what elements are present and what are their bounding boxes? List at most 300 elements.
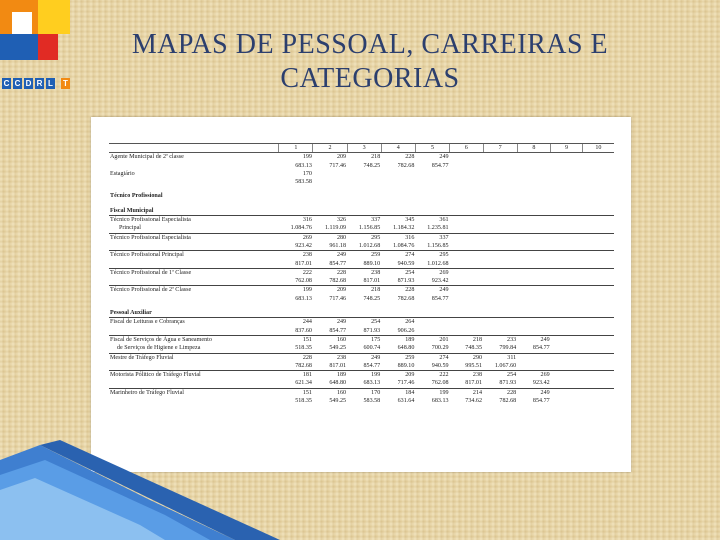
value-cell <box>582 371 614 380</box>
slide-title-line1: MAPAS DE PESSOAL, CARREIRAS E <box>131 29 609 60</box>
value-cell: 1.156.85 <box>358 225 381 232</box>
category-label <box>109 178 279 186</box>
value-cell: 889.10 <box>363 260 381 267</box>
value-cell: 238 <box>313 353 347 362</box>
value-cell: 254 <box>483 371 517 380</box>
value-cell <box>381 207 415 216</box>
value-cell <box>450 162 483 170</box>
value-cell: 311 <box>483 353 517 362</box>
category-label: Principal <box>119 225 142 232</box>
value-cell: 782.68 <box>397 162 415 169</box>
table-row <box>109 362 614 371</box>
value-cell: 295 <box>415 251 449 260</box>
value-cell: 854.77 <box>532 345 550 352</box>
slide-title <box>80 28 660 96</box>
value-cell: 218 <box>347 286 381 295</box>
value-cell: 228 <box>313 268 347 277</box>
value-cell: 280 <box>313 233 347 242</box>
section-row <box>109 192 614 200</box>
logo-letter: C <box>3 79 10 88</box>
value-cell: 549.25 <box>329 398 347 405</box>
value-cell <box>483 224 517 233</box>
category-label: Técnico Profissional de 2ª Classe <box>109 286 279 295</box>
value-cell <box>551 309 583 318</box>
value-cell: 631.64 <box>397 398 415 405</box>
category-label: Mestre de Tráfego Fluvial <box>109 353 279 362</box>
table-row <box>109 268 614 277</box>
logo-block-white <box>12 12 32 34</box>
column-header: 1 <box>279 144 313 153</box>
value-cell: 1.012.68 <box>358 242 381 249</box>
value-cell: 1.084.76 <box>290 225 312 232</box>
value-cell: 233 <box>483 335 517 344</box>
value-cell <box>483 153 517 162</box>
value-cell <box>517 178 550 186</box>
value-cell: 683.13 <box>363 380 381 387</box>
column-header: 5 <box>415 144 449 153</box>
value-cell <box>381 192 415 200</box>
value-cell: 184 <box>381 388 415 397</box>
value-cell: 199 <box>302 154 312 161</box>
value-cell: 151 <box>279 388 313 397</box>
value-cell <box>551 335 583 344</box>
value-cell: 361 <box>415 216 449 225</box>
category-label <box>109 260 279 269</box>
value-cell: 648.80 <box>329 380 347 387</box>
value-cell: 683.13 <box>295 162 312 169</box>
value-cell <box>450 170 483 178</box>
value-cell: 160 <box>313 388 347 397</box>
category-label <box>109 379 279 388</box>
value-cell <box>551 371 583 380</box>
value-cell: 648.80 <box>397 345 415 352</box>
table-row <box>109 216 614 225</box>
column-header: 4 <box>381 144 415 153</box>
value-cell <box>483 309 517 318</box>
value-cell <box>582 318 614 327</box>
value-cell <box>551 286 583 295</box>
value-cell <box>483 233 517 242</box>
value-cell <box>347 309 381 318</box>
header-label-cell <box>109 144 279 153</box>
value-cell: 817.01 <box>363 278 381 285</box>
table-row <box>109 242 614 251</box>
value-cell: 249 <box>347 353 381 362</box>
category-label: Técnico Profissional Principal <box>109 251 279 260</box>
value-cell: 748.25 <box>363 162 381 169</box>
value-cell <box>483 277 517 286</box>
value-cell <box>313 170 347 178</box>
value-cell <box>450 251 483 260</box>
value-cell <box>483 162 517 170</box>
value-cell <box>517 233 550 242</box>
value-cell <box>517 362 550 371</box>
category-label: Motorista Pólitico de Tráfego Fluvial <box>109 371 279 380</box>
table-row <box>109 170 614 178</box>
value-cell <box>551 397 583 405</box>
value-cell <box>582 295 614 303</box>
value-cell <box>582 242 614 251</box>
value-cell <box>450 260 483 269</box>
category-label: Técnico Profissional Especialista <box>109 233 279 242</box>
value-cell <box>483 286 517 295</box>
value-cell: 940.59 <box>431 362 449 369</box>
value-cell <box>450 242 483 251</box>
table-row <box>109 371 614 380</box>
value-cell: 1.235.81 <box>427 225 449 232</box>
column-header: 10 <box>582 144 614 153</box>
value-cell <box>313 192 347 200</box>
value-cell <box>517 224 550 233</box>
value-cell: 854.77 <box>532 398 550 405</box>
value-cell <box>347 178 381 186</box>
value-cell <box>551 379 583 388</box>
value-cell <box>582 178 614 186</box>
value-cell: 199 <box>347 371 381 380</box>
category-label: Estagiário <box>110 170 135 177</box>
value-cell <box>582 309 614 318</box>
category-label: Agente Municipal de 2ª classe <box>110 154 184 161</box>
value-cell <box>313 309 347 318</box>
value-cell: 295 <box>347 233 381 242</box>
table-row <box>109 153 614 162</box>
value-cell <box>483 242 517 251</box>
value-cell <box>450 295 483 303</box>
value-cell <box>582 353 614 362</box>
value-cell: 762.08 <box>295 278 312 285</box>
value-cell <box>450 318 483 327</box>
value-cell <box>415 192 449 200</box>
logo-letter: T <box>61 78 70 89</box>
value-cell <box>450 268 483 277</box>
value-cell: 854.77 <box>431 162 449 169</box>
value-cell <box>450 327 483 336</box>
column-header: 9 <box>551 144 583 153</box>
value-cell <box>582 277 614 286</box>
value-cell: 274 <box>415 353 449 362</box>
value-cell <box>279 309 313 318</box>
value-cell <box>381 170 415 178</box>
value-cell <box>450 277 483 286</box>
value-cell <box>582 207 614 216</box>
table-row <box>109 327 614 336</box>
value-cell <box>517 353 550 362</box>
value-cell: 621.34 <box>295 380 312 387</box>
value-cell: 199 <box>279 286 313 295</box>
value-cell: 1.156.85 <box>427 242 449 249</box>
value-cell: 238 <box>279 251 313 260</box>
value-cell <box>347 192 381 200</box>
value-cell <box>450 153 483 162</box>
logo-letter: R <box>36 79 43 88</box>
value-cell <box>450 178 483 186</box>
value-cell <box>551 178 583 186</box>
table-row <box>109 277 614 286</box>
value-cell: 782.68 <box>295 362 312 369</box>
value-cell: 254 <box>347 318 381 327</box>
value-cell: 782.68 <box>329 278 347 285</box>
value-cell <box>483 178 517 186</box>
value-cell <box>517 216 550 225</box>
value-cell: 222 <box>415 371 449 380</box>
value-cell: 249 <box>313 251 347 260</box>
value-cell: 209 <box>313 286 347 295</box>
category-label <box>109 162 279 170</box>
value-cell: 170 <box>347 388 381 397</box>
value-cell <box>582 224 614 233</box>
value-cell <box>582 260 614 269</box>
table-row <box>109 397 614 405</box>
value-cell <box>582 286 614 295</box>
value-cell: 1.119.09 <box>324 225 347 232</box>
value-cell: 269 <box>279 233 313 242</box>
value-cell <box>551 170 583 178</box>
value-cell <box>483 192 517 200</box>
value-cell: 228 <box>381 286 415 295</box>
value-cell: 871.93 <box>499 380 517 387</box>
value-cell <box>551 295 583 303</box>
value-cell: 1.067.60 <box>494 362 517 369</box>
value-cell <box>450 309 483 318</box>
category-label: Técnico Profissional Especialista <box>109 216 279 225</box>
value-cell <box>517 327 550 336</box>
logo-block-red <box>38 34 58 60</box>
value-cell <box>582 327 614 336</box>
value-cell: 817.01 <box>465 380 483 387</box>
value-cell <box>517 286 550 295</box>
category-label: Técnico Profissional de 1ª Classe <box>109 268 279 277</box>
category-label <box>109 277 279 286</box>
category-label <box>109 327 279 336</box>
value-cell <box>582 192 614 200</box>
value-cell: 683.13 <box>295 295 312 302</box>
value-cell <box>582 335 614 344</box>
category-label <box>109 362 279 371</box>
value-cell <box>415 318 449 327</box>
value-cell: 700.29 <box>431 345 449 352</box>
value-cell: 961.18 <box>329 242 347 249</box>
table-row <box>109 233 614 242</box>
value-cell <box>582 362 614 371</box>
value-cell <box>450 207 483 216</box>
value-cell <box>483 260 517 269</box>
value-cell <box>582 388 614 397</box>
value-cell <box>551 233 583 242</box>
value-cell <box>582 397 614 405</box>
value-cell <box>517 277 550 286</box>
table-row <box>109 344 614 353</box>
value-cell <box>517 318 550 327</box>
category-label <box>109 397 279 405</box>
value-cell: 923.42 <box>532 380 550 387</box>
value-cell <box>551 362 583 371</box>
value-cell <box>415 170 449 178</box>
value-cell: 175 <box>347 335 381 344</box>
value-cell: 717.46 <box>397 380 415 387</box>
value-cell: 269 <box>517 371 550 380</box>
value-cell <box>551 207 583 216</box>
section-title: Fiscal Municipal <box>110 207 154 214</box>
table-row <box>109 353 614 362</box>
value-cell <box>483 318 517 327</box>
personnel-map-document <box>91 117 631 472</box>
value-cell <box>450 233 483 242</box>
value-cell: 923.42 <box>431 278 449 285</box>
value-cell <box>551 162 583 170</box>
value-cell: 748.35 <box>465 345 483 352</box>
value-cell: 326 <box>313 216 347 225</box>
value-cell: 906.26 <box>397 327 415 334</box>
value-cell <box>415 178 449 186</box>
value-cell: 209 <box>381 371 415 380</box>
value-cell: 854.77 <box>431 295 449 302</box>
value-cell: 1.084.76 <box>393 242 415 249</box>
value-cell: 151 <box>279 335 313 344</box>
logo-letters <box>2 78 70 89</box>
value-cell <box>582 153 614 162</box>
value-cell: 748.25 <box>363 295 381 302</box>
value-cell: 201 <box>415 335 449 344</box>
value-cell: 549.25 <box>329 345 347 352</box>
value-cell: 923.42 <box>295 242 312 249</box>
value-cell <box>347 170 381 178</box>
value-cell: 238 <box>347 268 381 277</box>
value-cell <box>517 268 550 277</box>
value-cell: 249 <box>313 318 347 327</box>
value-cell <box>517 309 550 318</box>
category-label <box>109 295 279 303</box>
value-cell: 264 <box>381 318 415 327</box>
value-cell <box>582 233 614 242</box>
value-cell <box>582 268 614 277</box>
value-cell <box>483 251 517 260</box>
value-cell: 583.58 <box>295 179 312 186</box>
value-cell: 269 <box>415 268 449 277</box>
value-cell: 222 <box>279 268 313 277</box>
value-cell: 995.51 <box>465 362 483 369</box>
category-label: Marinheiro de Tráfego Fluvial <box>109 388 279 397</box>
category-label: Fiscal de Serviços de Água e Saneamento <box>109 335 279 344</box>
value-cell: 762.08 <box>431 380 449 387</box>
value-cell: 189 <box>381 335 415 344</box>
value-cell: 817.01 <box>329 362 347 369</box>
value-cell <box>551 318 583 327</box>
value-cell: 316 <box>381 233 415 242</box>
table-row <box>109 388 614 397</box>
value-cell <box>582 162 614 170</box>
value-cell <box>313 178 347 186</box>
logo-block-blue <box>0 34 38 60</box>
value-cell <box>551 388 583 397</box>
value-cell: 249 <box>517 335 550 344</box>
value-cell: 799.84 <box>499 345 517 352</box>
table-row <box>109 295 614 303</box>
value-cell: 238 <box>450 371 483 380</box>
value-cell: 160 <box>313 335 347 344</box>
section-title: Técnico Profissional <box>110 193 163 200</box>
table-row <box>109 286 614 295</box>
category-label: Fiscal de Leituras e Cobranças <box>109 318 279 327</box>
value-cell <box>483 327 517 336</box>
value-cell: 871.93 <box>397 278 415 285</box>
value-cell: 717.46 <box>329 295 347 302</box>
logo-letter: D <box>25 79 32 88</box>
value-cell: 518.35 <box>295 398 312 405</box>
value-cell: 337 <box>415 233 449 242</box>
value-cell: 290 <box>450 353 483 362</box>
table-row <box>109 251 614 260</box>
category-label <box>109 242 279 251</box>
value-cell <box>517 153 550 162</box>
column-header: 3 <box>347 144 381 153</box>
value-cell: 337 <box>347 216 381 225</box>
value-cell <box>551 268 583 277</box>
value-cell: 249 <box>517 388 550 397</box>
value-cell: 889.10 <box>397 362 415 369</box>
value-cell: 181 <box>279 371 313 380</box>
value-cell <box>582 344 614 353</box>
value-cell <box>517 295 550 303</box>
value-cell <box>517 242 550 251</box>
logo-block-yellow <box>38 0 70 34</box>
value-cell <box>415 327 449 336</box>
value-cell <box>517 162 550 170</box>
table-row <box>109 178 614 186</box>
value-cell: 199 <box>415 388 449 397</box>
value-cell: 209 <box>336 154 347 161</box>
value-cell <box>517 260 550 269</box>
value-cell: 170 <box>302 170 312 177</box>
value-cell <box>582 379 614 388</box>
value-cell: 189 <box>313 371 347 380</box>
category-label: de Serviços de Higiene e Limpeza <box>117 345 201 352</box>
value-cell: 316 <box>279 216 313 225</box>
value-cell: 1.184.32 <box>393 225 415 232</box>
personnel-table <box>109 143 614 405</box>
column-header: 2 <box>313 144 347 153</box>
blue-ribbon-decoration <box>0 430 300 540</box>
value-cell: 817.01 <box>295 260 312 267</box>
value-cell <box>483 268 517 277</box>
value-cell <box>279 192 313 200</box>
column-header: 8 <box>517 144 550 153</box>
value-cell: 218 <box>371 154 381 161</box>
ccdr-logo <box>0 0 75 95</box>
value-cell <box>381 309 415 318</box>
slide-title-line2: CATEGORIAS <box>280 63 460 94</box>
value-cell: 683.13 <box>431 398 449 405</box>
value-cell: 345 <box>381 216 415 225</box>
value-cell <box>582 170 614 178</box>
value-cell <box>582 216 614 225</box>
value-cell: 717.46 <box>329 162 347 169</box>
logo-letter: C <box>14 79 21 88</box>
value-cell: 249 <box>439 154 449 161</box>
column-header: 7 <box>483 144 517 153</box>
value-cell <box>450 216 483 225</box>
value-cell: 249 <box>415 286 449 295</box>
value-cell: 244 <box>279 318 313 327</box>
section-title: Pessoal Auxiliar <box>110 310 152 317</box>
value-cell <box>313 207 347 216</box>
value-cell <box>551 277 583 286</box>
value-cell <box>551 353 583 362</box>
value-cell <box>483 207 517 216</box>
value-cell <box>483 216 517 225</box>
value-cell <box>381 178 415 186</box>
section-row <box>109 207 614 216</box>
value-cell: 782.68 <box>397 295 415 302</box>
